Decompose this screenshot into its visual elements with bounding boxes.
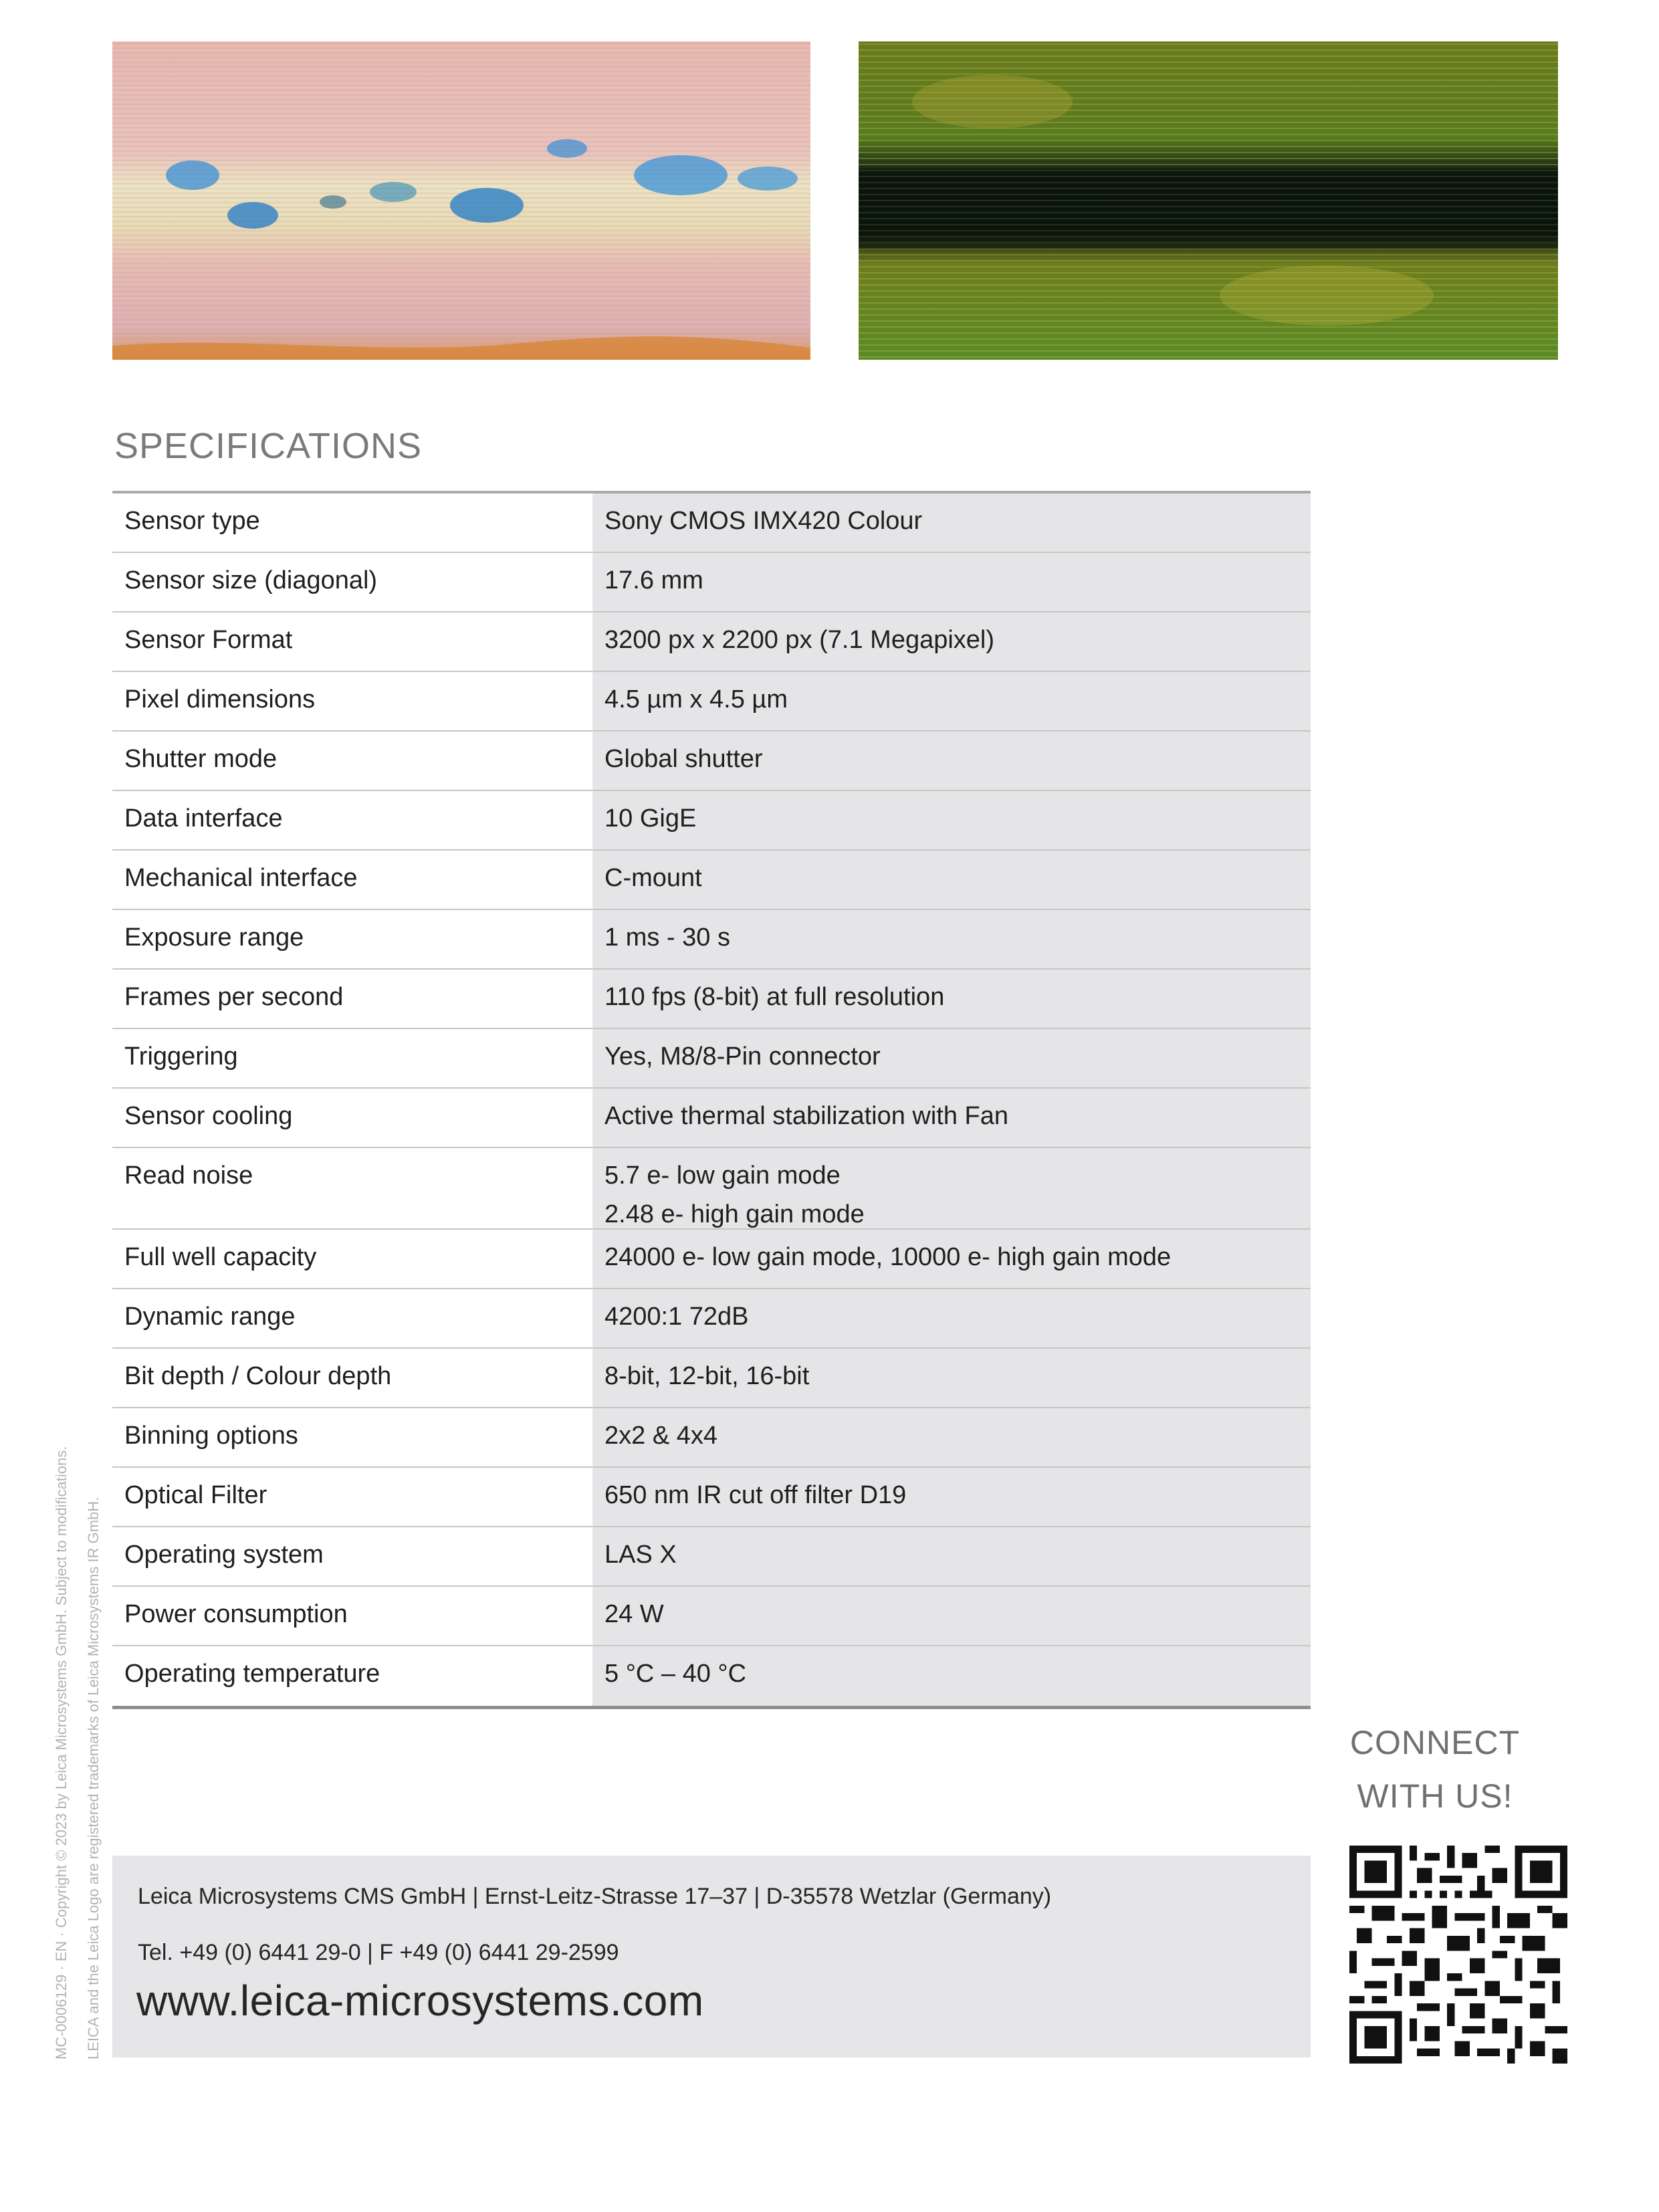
spec-value: Active thermal stabilization with Fan: [592, 1089, 1311, 1147]
spec-value: 4.5 µm x 4.5 µm: [592, 672, 1311, 730]
spec-label: Sensor size (diagonal): [112, 553, 592, 611]
spec-value: 650 nm IR cut off filter D19: [592, 1468, 1311, 1526]
legal-line-trademark: LEICA and the Leica Logo are registered trademarks of Leica Microsystems IR GmbH.: [85, 1497, 102, 2060]
spec-value: 17.6 mm: [592, 553, 1311, 611]
spec-row: [112, 672, 1311, 732]
spec-value: Global shutter: [592, 732, 1311, 790]
spec-label: Mechanical interface: [112, 851, 592, 909]
spec-value: C-mount: [592, 851, 1311, 909]
specifications-table: [112, 491, 1311, 1709]
spec-value: 1 ms - 30 s: [592, 910, 1311, 968]
spec-label: Operating temperature: [112, 1646, 592, 1706]
micrograph-stained-image: [112, 41, 810, 360]
stained-tissue-micrograph: [112, 41, 810, 360]
spec-label: Sensor cooling: [112, 1089, 592, 1147]
spec-label: Frames per second: [112, 970, 592, 1028]
spec-label: Read noise: [112, 1148, 592, 1228]
spec-label: Binning options: [112, 1408, 592, 1466]
spec-value: LAS X: [592, 1527, 1311, 1585]
spec-row: [112, 553, 1311, 613]
spec-row: [112, 1468, 1311, 1527]
spec-row: [112, 493, 1311, 553]
spec-value: 24 W: [592, 1587, 1311, 1645]
footer-contact-box: [112, 1856, 1311, 2058]
spec-row: [112, 732, 1311, 791]
footer-address: Leica Microsystems CMS GmbH | Ernst-Leitz-Strasse 17–37 | D-35578 Wetzlar (Germany): [138, 1884, 1052, 1909]
spec-value: 2x2 & 4x4: [592, 1408, 1311, 1466]
spec-row: [112, 1349, 1311, 1408]
spec-row: [112, 1029, 1311, 1089]
spec-row: [112, 1089, 1311, 1148]
spec-label: Sensor Format: [112, 613, 592, 671]
spec-value: 10 GigE: [592, 791, 1311, 849]
spec-value-line: 2.48 e- high gain mode: [604, 1200, 865, 1228]
spec-value: 8-bit, 12-bit, 16-bit: [592, 1349, 1311, 1407]
spec-label: Dynamic range: [112, 1289, 592, 1347]
spec-label: Data interface: [112, 791, 592, 849]
spec-value: 4200:1 72dB: [592, 1289, 1311, 1347]
spec-row: [112, 1289, 1311, 1349]
legal-notice: [45, 1446, 110, 2060]
spec-label: Full well capacity: [112, 1230, 592, 1288]
spec-row: [112, 791, 1311, 851]
spec-value: Yes, M8/8-Pin connector: [592, 1029, 1311, 1087]
spec-value: 3200 px x 2200 px (7.1 Megapixel): [592, 613, 1311, 671]
spec-row: [112, 970, 1311, 1029]
connect-line: CONNECT: [1349, 1724, 1521, 1761]
spec-row: [112, 1527, 1311, 1587]
micrograph-fluorescence-image: [859, 41, 1558, 360]
spec-value: [592, 1148, 1311, 1228]
spec-value: 110 fps (8-bit) at full resolution: [592, 970, 1311, 1028]
legal-line-copyright: MC-0006129 · EN · Copyright © 2023 by Leica Microsystems GmbH. Subject to modifications.: [53, 1446, 70, 2060]
spec-row: [112, 1587, 1311, 1646]
spec-label: Shutter mode: [112, 732, 592, 790]
spec-value-line: 5.7 e- low gain mode: [604, 1162, 841, 1190]
fluorescence-micrograph: [859, 41, 1558, 360]
spec-label: Pixel dimensions: [112, 672, 592, 730]
spec-label: Operating system: [112, 1527, 592, 1585]
spec-label: Exposure range: [112, 910, 592, 968]
spec-value: 5 °C – 40 °C: [592, 1646, 1311, 1706]
spec-label: Optical Filter: [112, 1468, 592, 1526]
specifications-heading: SPECIFICATIONS: [114, 426, 423, 466]
spec-label: Bit depth / Colour depth: [112, 1349, 592, 1407]
spec-row: [112, 1408, 1311, 1468]
spec-value: Sony CMOS IMX420 Colour: [592, 493, 1311, 552]
footer-phone-fax: Tel. +49 (0) 6441 29-0 | F +49 (0) 6441 29-2599: [138, 1940, 619, 1965]
spec-value: 24000 e- low gain mode, 10000 e- high gain mode: [592, 1230, 1311, 1288]
spec-label: Triggering: [112, 1029, 592, 1087]
spec-row: [112, 1646, 1311, 1706]
spec-row: [112, 1230, 1311, 1289]
connect-heading: [1335, 1716, 1535, 1823]
spec-row: [112, 851, 1311, 910]
footer-website-link[interactable]: www.leica-microsystems.com: [136, 1977, 704, 2025]
spec-row: [112, 910, 1311, 970]
qr-code-icon[interactable]: [1349, 1846, 1567, 2064]
spec-label: Power consumption: [112, 1587, 592, 1645]
spec-row: [112, 613, 1311, 672]
connect-line: WITH US!: [1357, 1777, 1513, 1815]
spec-label: Sensor type: [112, 493, 592, 552]
spec-row: [112, 1148, 1311, 1230]
